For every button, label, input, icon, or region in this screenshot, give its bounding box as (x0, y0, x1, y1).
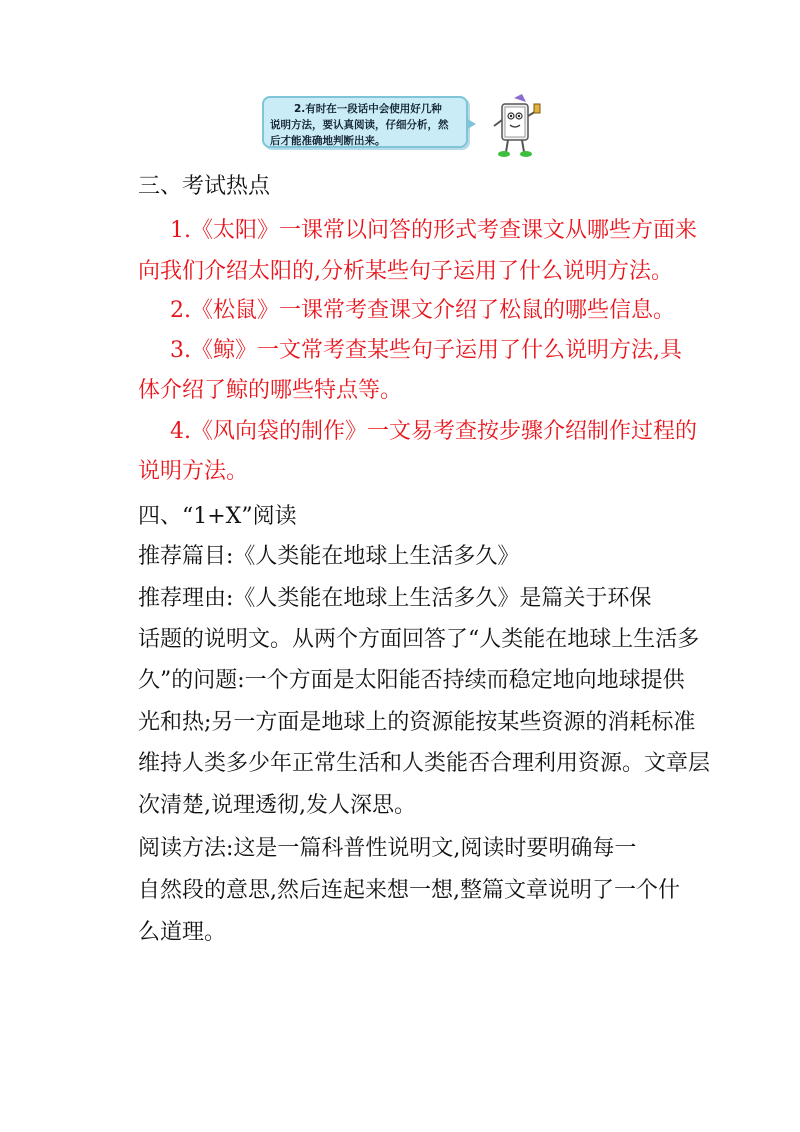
recommended-title: 推荐篇目:《人类能在地球上生活多久》 (138, 544, 520, 569)
tip-callout (262, 96, 552, 160)
tip-bubble (262, 96, 468, 148)
method-line: 自然段的意思,然后连起来想一想,整篇文章说明了一个什 (138, 878, 680, 903)
method-line: 么道理。 (138, 920, 227, 945)
reason-line: 光和热;另一方面是地球上的资源能按某些资源的消耗标准 (138, 710, 696, 735)
hotspot-item-4-line-1: 4.《风向袋的制作》一文易考查按步骤介绍制作过程的 (170, 419, 697, 444)
reason-line: 维持人类多少年正常生活和人类能否合理利用资源。文章层 (138, 751, 711, 776)
hotspot-item-2: 2.《松鼠》一课常考查课文介绍了松鼠的哪些信息。 (170, 298, 675, 323)
hotspot-item-3-line-2: 体介绍了鲸的哪些特点等。 (138, 378, 403, 403)
bubble-tail (466, 118, 476, 130)
hotspot-item-1-line-2: 向我们介绍太阳的,分析某些句子运用了什么说明方法。 (138, 259, 673, 284)
tip-line: 2.有时在一段话中会使用好几种 (294, 103, 442, 115)
hotspot-item-4-line-2: 说明方法。 (138, 459, 249, 484)
reason-line: 推荐理由:《人类能在地球上生活多久》是篇关于环保 (138, 586, 652, 611)
reason-line: 次清楚,说理透彻,发人深思。 (138, 793, 416, 818)
reason-line: 久”的问题:一个方面是太阳能否持续而稳定地向地球提供 (138, 668, 685, 693)
hotspot-item-1-line-1: 1.《太阳》一课常以问答的形式考查课文从哪些方面来 (170, 218, 697, 243)
section-heading-exam-hotspots: 三、考试热点 (138, 174, 271, 199)
tip-line: 后才能准确地判断出来。 (270, 135, 386, 147)
section-heading-reading: 四、“1+X”阅读 (138, 504, 297, 529)
hotspot-item-3-line-1: 3.《鲸》一文常考查某些句子运用了什么说明方法,具 (170, 338, 682, 363)
tip-line: 说明方法，要认真阅读，仔细分析，然 (270, 119, 449, 131)
book-mascot-icon (488, 94, 544, 160)
method-line: 阅读方法:这是一篇科普性说明文,阅读时要明确每一 (138, 836, 637, 861)
reason-line: 话题的说明文。从两个方面回答了“人类能在地球上生活多 (138, 627, 700, 652)
